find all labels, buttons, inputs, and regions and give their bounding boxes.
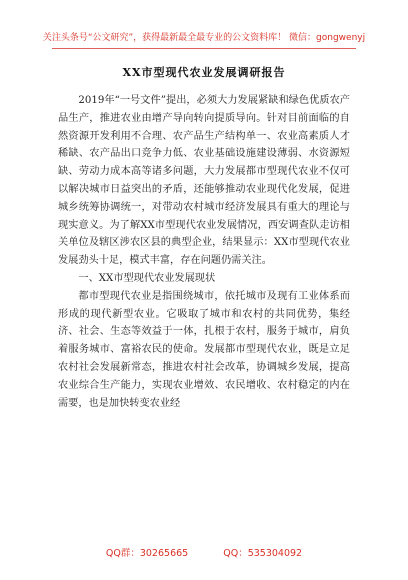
paragraph-section-one: 都市型现代农业是指围绕城市，依托城市及现有工业体系而形成的现代新型农业。它吸取了城市和农村的共同优势，集经济、社会、生态等效益于一体，扎根于农村，服务于城市，肩负着服务城市、富裕农民的使命。发展都市型现代农业，既是立足农村社会发展新常态，推进农村社会改革，协调城乡发展，提高农业综合生产能力，实现农业增效、农民增收、农村稳定的内在需要，也是加快转变农业经 [58, 290, 350, 409]
header-divider [52, 48, 356, 49]
footer-contact [0, 545, 408, 559]
paragraph-intro: 2019年“一号文件”提出，必须大力发展紧缺和绿色优质农产品生产，推进农业由增产导向转向提质导向。针对目前面临的自然资源开发利用不合理、农产品生产结构单一、农业高素质人才稀缺、农产品出口竞争力低、农业基础设施建设薄弱、水资源短缺、劳动力成本高等诸多问题，大力发展都市型现代农业不仅可以解决城市日益突出的矛盾，还能够推动农业现代化发展，促进城乡统筹协调统一，对带动农村城市经济发展具有重大的理论与现实意义。为了解XX市型现代农业发展情况，西安调查队走访相关单位及辖区涉农区县的典型企业，结果显示：XX市型现代农业发展劲头十足，模式丰富，存在问题仍需关注。 [58, 95, 350, 267]
section-heading: 一、XX市型现代农业发展现状 [78, 272, 216, 284]
header-note: 关注头条号“公文研究”，获得最新最全最专业的公文资料库！ 微信：gongwenyj [42, 33, 366, 43]
footer-qq-number: QQ：535304092 [223, 548, 303, 559]
document-body [58, 92, 350, 412]
document-title: XX市型现代农业发展调研报告 [122, 66, 286, 79]
footer-qq-group: QQ群：30265665 [105, 548, 189, 559]
